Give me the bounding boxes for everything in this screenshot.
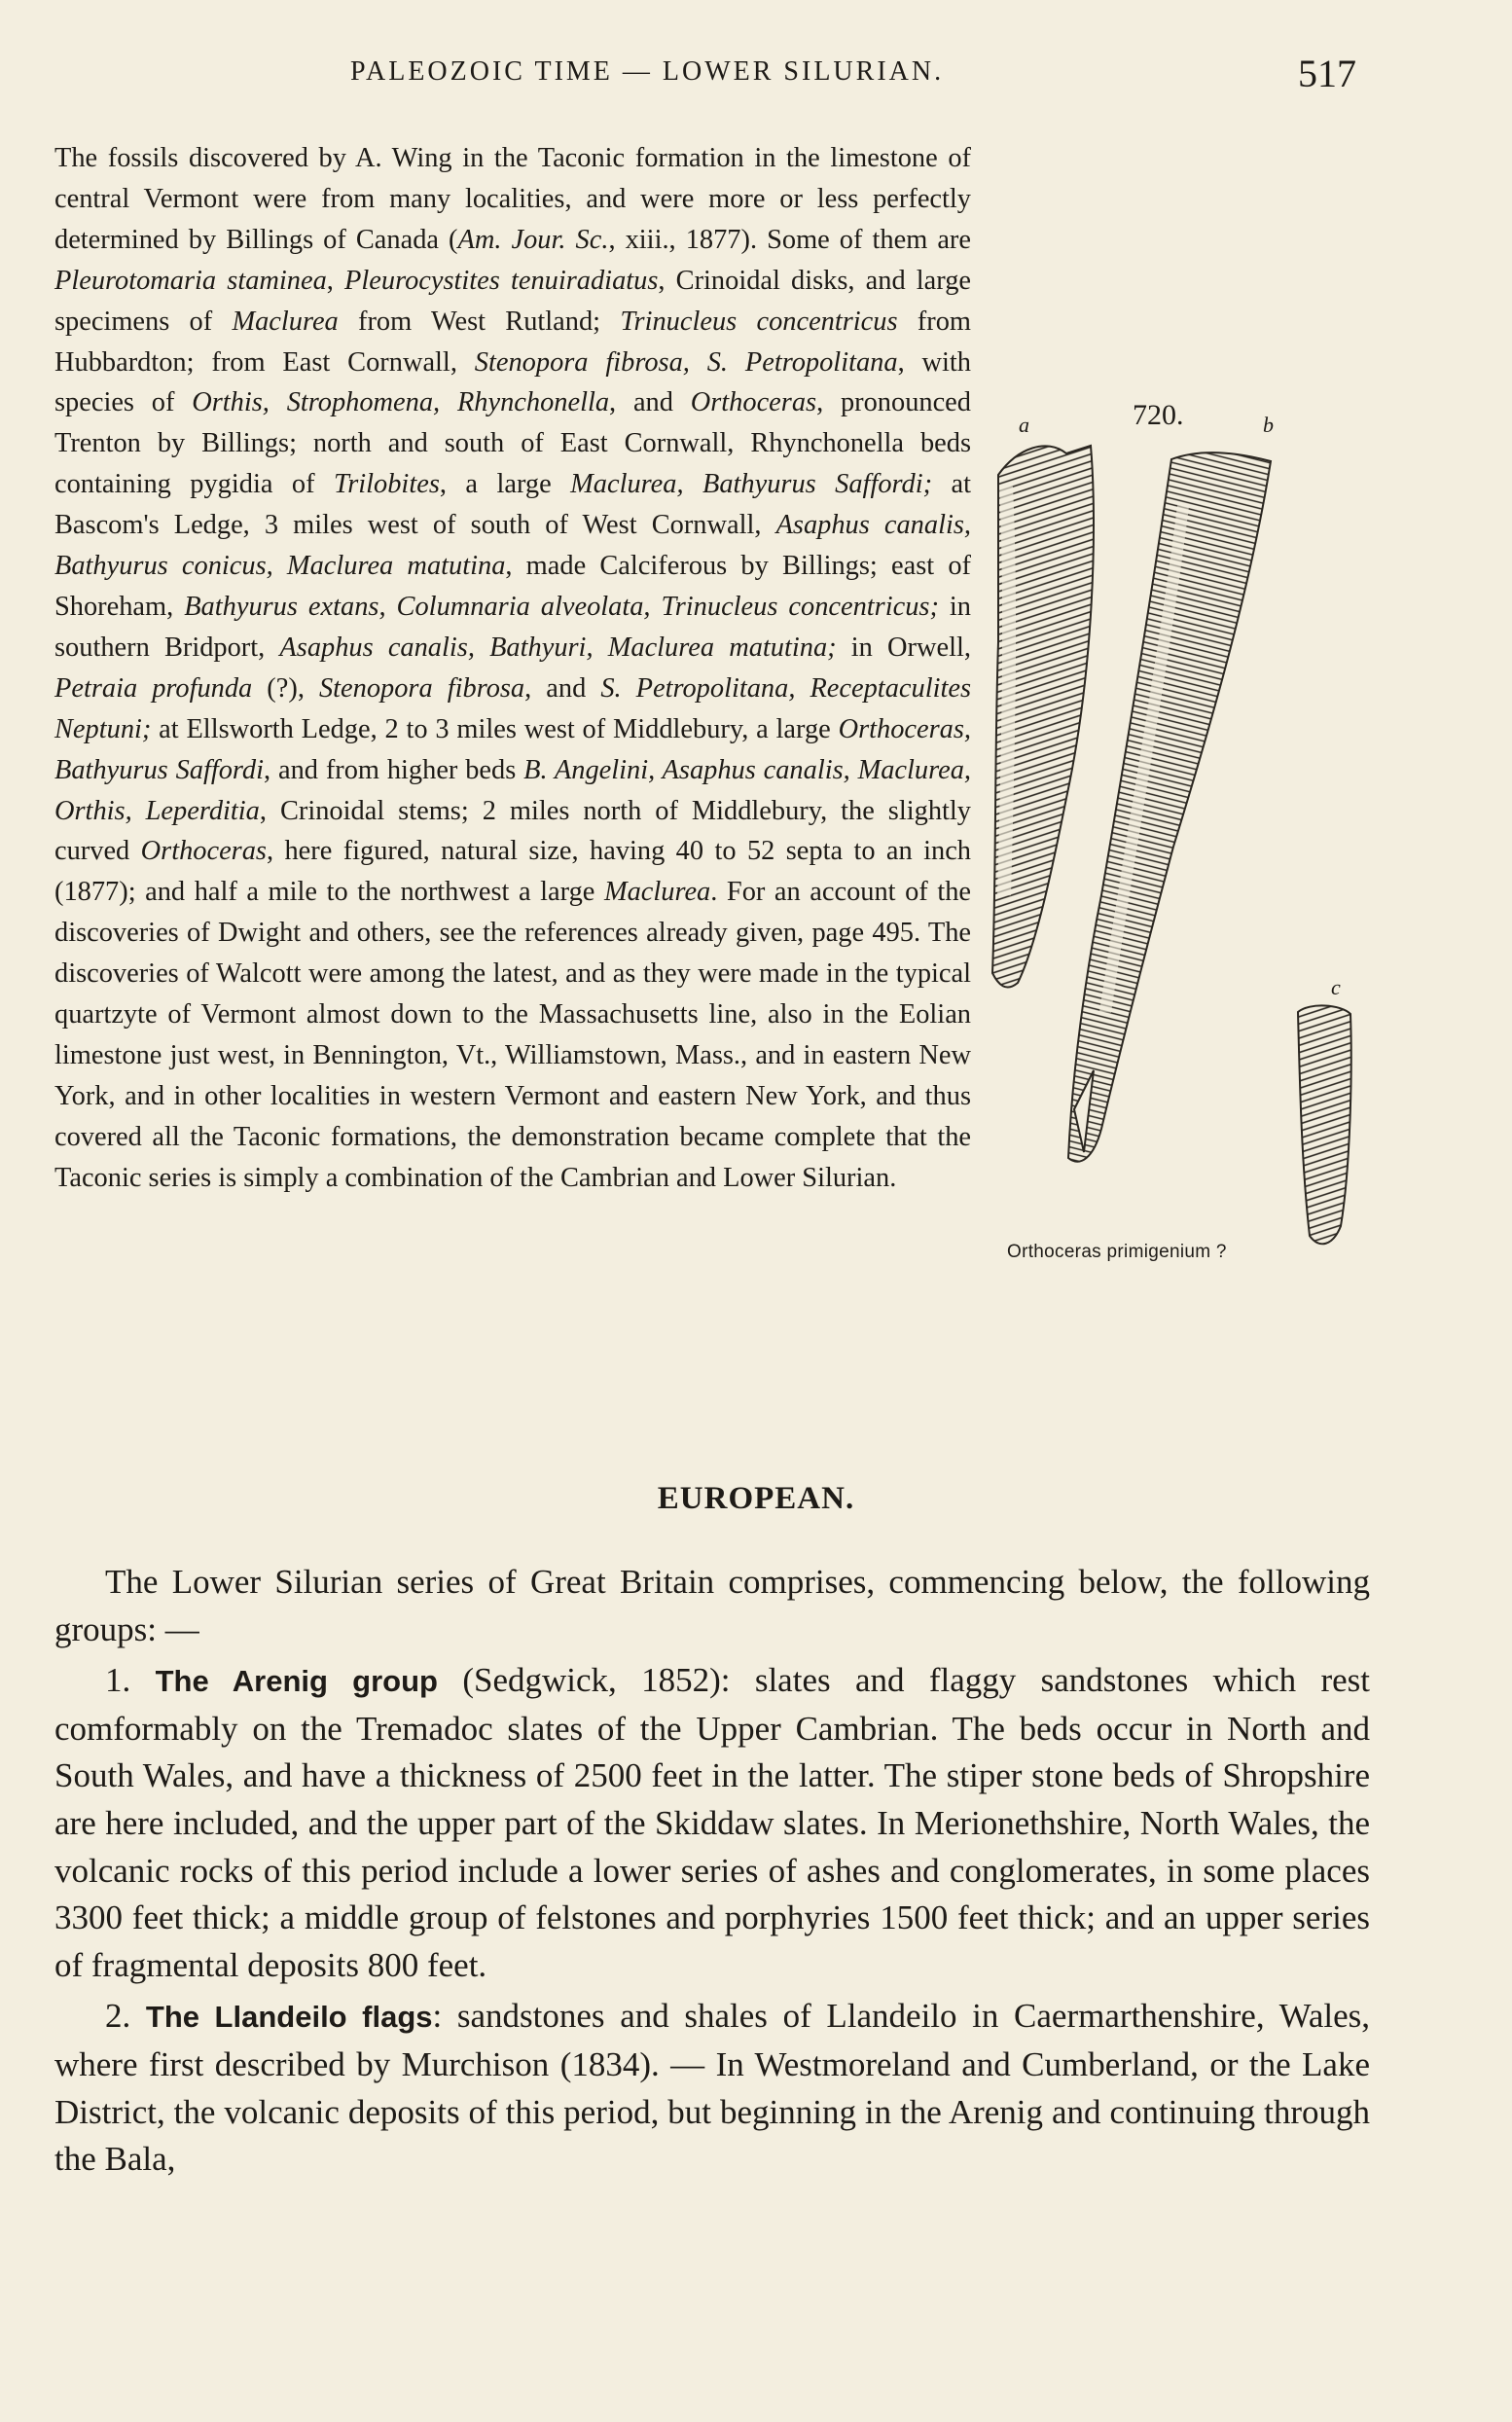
- orthoceras-illustration: [979, 389, 1370, 1288]
- intro-paragraph: The Lower Silurian series of Great Britain comprises, commencing below, the following groups: —: [54, 1563, 1370, 1648]
- lower-text: [54, 1559, 1370, 2184]
- page-header: [0, 51, 1512, 101]
- figure-caption: Orthoceras primigenium ?: [1007, 1242, 1227, 1262]
- llandeilo-paragraph: 2. The Llandeilo flags: sandstones and shales of Llandeilo in Caermarthenshire, Wales, where first described by Murchison (1834). — In Westmoreland and Cumberland, or the Lake District, the volcanic deposits of this period, but beginning in the Arenig and continuing through the Bala,: [54, 1997, 1371, 2179]
- specimen-a: [992, 446, 1094, 988]
- section-heading: EUROPEAN.: [657, 1481, 855, 1516]
- figure-label-b: b: [1263, 413, 1274, 437]
- specimen-c: [1298, 1005, 1351, 1244]
- llandeilo-group-name: The Llandeilo flags: [145, 2000, 433, 2035]
- running-head: PALEOZOIC TIME — LOWER SILURIAN.: [350, 56, 945, 87]
- upper-paragraph: [54, 138, 1370, 1288]
- arenig-paragraph: 1. The Arenig group (Sedgwick, 1852): slates and flaggy sandstones which rest comformably on the Tremadoc slates of the Upper Cambrian. The beds occur in North and South Wales, and have a thickness of 2500 feet in the latter. The stiper stone beds of Shropshire are here included, and the upper part of the Skiddaw slates. In Merionethshire, North Wales, the volcanic rocks of this period include a lower series of ashes and conglomerates, in some places 3300 feet thick; a middle group of felstones and porphyries 1500 feet thick; and an upper series of fragmental deposits 800 feet.: [54, 1661, 1370, 1984]
- upper-paragraph-text: The fossils discovered by A. Wing in the Taconic formation in the limestone of central Vermont were from many localities, and were more or less perfectly determined by Billings of Canada (Am. Jour. Sc., xiii., 1877). Some of them are Pleurotomaria staminea, Pleurocystites tenuiradiatus, Crinoidal disks, and large specimens of Maclurea from West Rutland; Trinucleus concentricus from Hubbardton; from East Cornwall, Stenopora fibrosa, S. Petropolitana, with species of Orthis, Strophomena, Rhynchonella, and Orthoceras, pronounced Trenton by Billings; north and south of East Cornwall, Rhynchonella beds containing pygidia of Trilobites, a large Maclurea, Bathyurus Saffordi; at Bascom's Ledge, 3 miles west of south of West Cornwall, Asaphus canalis, Bathyurus conicus, Maclurea matutina, made Calciferous by Billings; east of Shoreham, Bathyurus extans, Columnaria alveolata, Trinucleus concentricus; in southern Bridport, Asaphus canalis, Bathyuri, Maclurea matutina; in Orwell, Petraia profunda (?), Stenopora fibrosa, and S. Petropolitana, Receptaculites Neptuni; at Ellsworth Ledge, 2 to 3 miles west of Middlebury, a large Orthoceras, Bathyurus Saffordi, and from higher beds B. Angelini, Asaphus canalis, Maclurea, Orthis, Leperditia, Crinoidal stems; 2 miles north of Middlebury, the slightly curved Orthoceras, here figured, natural size, having 40 to 52 septa to an inch (1877); and half a mile to the northwest a large Maclurea. For an account of the discoveries of Dwight and others, see the references already given, page 495. The discoveries of Walcott were among the latest, and as they were made in the typical quartzyte of Vermont almost down to the Massachusetts line, also in the Eolian limestone just west, in Bennington, Vt., Williamstown, Mass., and in eastern New York, and in other localities in western Vermont and eastern New York, and thus covered all the Taconic formations, the demonstration became complete that the Taconic series is simply a combination of the Cambrian and Lower Silurian.: [54, 143, 972, 1193]
- page-number: 517: [1298, 52, 1356, 95]
- figure-label-c: c: [1331, 975, 1341, 999]
- figure-orthoceras: [979, 389, 1370, 1288]
- figure-label-a: a: [1019, 413, 1029, 437]
- specimen-b: [1068, 452, 1271, 1162]
- arenig-group-name: The Arenig group: [155, 1664, 438, 1699]
- figure-number: 720.: [1133, 399, 1184, 431]
